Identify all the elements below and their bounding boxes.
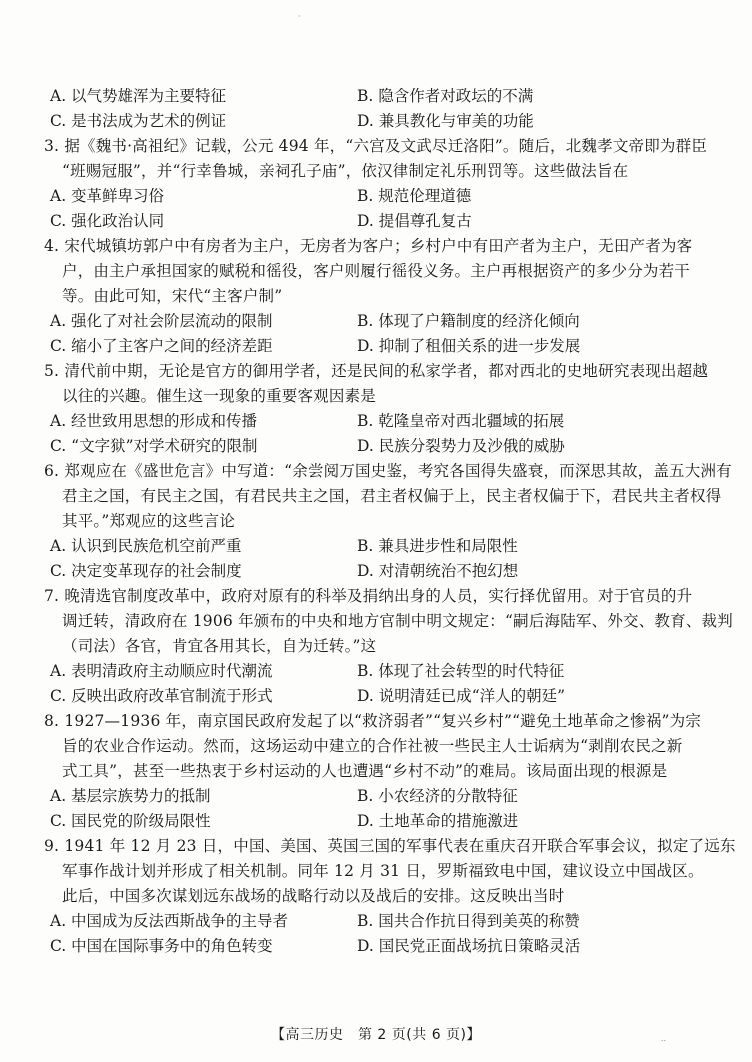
- option-row: [44, 684, 712, 709]
- option-b: B. 体现了户籍制度的经济化倾向: [357, 312, 580, 330]
- option-a: A. 表明清政府主动顺应时代潮流: [50, 662, 273, 680]
- option-c: C. “文字狱”对学术研究的限制: [50, 437, 258, 455]
- option-row: [44, 534, 712, 559]
- question-stem: 军事作战计划并形成了相关机制。同年 12 月 31 日，罗斯福致电中国，建议设立中国战区。: [62, 862, 704, 880]
- option-row: [44, 784, 712, 809]
- question-stem: （司法）各官，肯宜各用其长，自为迁转。”这: [62, 637, 377, 655]
- option-row: [44, 309, 712, 334]
- option-a: A. 中国成为反法西斯战争的主导者: [50, 912, 289, 930]
- option-b: B. 小农经济的分散特征: [357, 787, 518, 805]
- option-b: B. 乾隆皇帝对西北疆域的拓展: [357, 412, 565, 430]
- question-stem: 其平。”郑观应的这些言论: [62, 512, 236, 530]
- question-stem: 4. 宋代城镇坊郭户中有房者为主户，无房者为客户；乡村户中有田产者为主户，无田产者为客: [44, 237, 693, 255]
- option-row: [44, 209, 712, 234]
- option-a: A. 变革鲜卑习俗: [50, 187, 165, 205]
- option-d: D. 提倡尊孔复古: [357, 212, 472, 230]
- option-b: B. 体现了社会转型的时代特征: [357, 662, 565, 680]
- option-c: C. 缩小了主客户之间的经济差距: [50, 337, 273, 355]
- option-row: [44, 909, 712, 934]
- question-stem: 户，由主户承担国家的赋税和徭役，客户则履行徭役义务。主户再根据资产的多少分为若干: [62, 262, 691, 280]
- question-stem: 3. 据《魏书·高祖纪》记载，公元 494 年，“六宫及文武尽迁洛阳”。随后，北魏孝文帝即为群臣: [44, 137, 708, 155]
- question-7: [44, 584, 733, 709]
- question-stem: 6. 郑观应在《盛世危言》中写道：“余尝阅万国史鉴，考究各国得失盛衰，而深思其故，盖五大洲有: [44, 462, 732, 480]
- option-row: [44, 934, 712, 959]
- scan-dot: ·: [298, 12, 301, 21]
- option-d: D. 对清朝统治不抱幻想: [357, 562, 519, 580]
- option-c: C. 决定变革现存的社会制度: [50, 562, 242, 580]
- option-row: [44, 184, 712, 209]
- question-list: [44, 84, 736, 959]
- scan-mark: ..: [660, 1034, 666, 1043]
- question-stem: 7. 晚清选官制度改革中，政府对原有的科举及捐纳出身的人员，实行择优留用。对于官员的升: [44, 587, 693, 605]
- option-d: D. 说明清廷已成“洋人的朝廷”: [357, 687, 566, 705]
- option-c: C. 反映出政府改革官制流于形式: [50, 687, 273, 705]
- option-row: [44, 109, 712, 134]
- question-stem: 调迁转，清政府在 1906 年颁布的中央和地方官制中明文规定：“嗣后海陆军、外交、教育、裁判: [62, 612, 733, 630]
- option-row: [44, 809, 712, 834]
- option-a: A. 经世致用思想的形成和传播: [50, 412, 258, 430]
- option-c: C. 是书法成为艺术的例证: [50, 112, 227, 130]
- question-stem: 旨的农业合作运动。然而，这场运动中建立的合作社被一些民主人士诟病为“剥削农民之新: [62, 737, 683, 755]
- option-a: A. 基层宗族势力的抵制: [50, 787, 211, 805]
- question-stem: 8. 1927—1936 年，南京国民政府发起了以“救济弱者”“复兴乡村”“避免土地革命之惨祸”为宗: [44, 712, 702, 730]
- option-d: D. 国民党正面战场抗日策略灵活: [357, 937, 581, 955]
- option-d: D. 民族分裂势力及沙俄的威胁: [357, 437, 565, 455]
- option-row: [44, 334, 712, 359]
- question-stem: “班赐冠服”，并“行幸鲁城，亲祠孔子庙”，依汉律制定礼乐刑罚等。这些做法旨在: [62, 162, 629, 180]
- option-b: B. 隐含作者对政坛的不满: [357, 87, 534, 105]
- question-stem: 9. 1941 年 12 月 23 日，中国、美国、英国三国的军事代表在重庆召开联合军事会议，拟定了远东: [44, 837, 736, 855]
- option-d: D. 兼具教化与审美的功能: [357, 112, 534, 130]
- option-a: A. 认识到民族危机空前严重: [50, 537, 242, 555]
- option-a: A. 以气势雄浑为主要特征: [50, 87, 227, 105]
- option-b: B. 规范伦理道德: [357, 187, 472, 205]
- option-row: [44, 559, 712, 584]
- page-footer: 【高三历史 第 2 页(共 6 页)】: [270, 1027, 482, 1043]
- question-2-options: [44, 84, 712, 134]
- question-4: [44, 234, 712, 359]
- question-3: [44, 134, 712, 234]
- question-stem: 君主之国，有民主之国，有君民共主之国，君主者权偏于上，民主者权偏于下，君民共主者权得: [62, 487, 722, 505]
- option-row: [44, 409, 712, 434]
- question-stem: 式工具”，甚至一些热衷于乡村运动的人也遭遇“乡村不动”的难局。该局面出现的根源是: [62, 762, 668, 780]
- option-d: D. 土地革命的措施激进: [357, 812, 519, 830]
- option-c: C. 强化政治认同: [50, 212, 165, 230]
- option-row: [44, 659, 712, 684]
- option-d: D. 抑制了租佃关系的进一步发展: [357, 337, 581, 355]
- question-6: [44, 459, 732, 584]
- option-c: C. 国民党的阶级局限性: [50, 812, 211, 830]
- question-stem: 5. 清代前中期，无论是官方的御用学者，还是民间的私家学者，都对西北的史地研究表现出超越: [44, 362, 709, 380]
- option-row: [44, 434, 712, 459]
- option-row: [44, 84, 712, 109]
- option-c: C. 中国在国际事务中的角色转变: [50, 937, 273, 955]
- question-8: [44, 709, 712, 834]
- option-b: B. 兼具进步性和局限性: [357, 537, 518, 555]
- question-stem: 以往的兴趣。催生这一现象的重要客观因素是: [62, 387, 377, 405]
- question-stem: 此后，中国多次谋划远东战场的战略行动以及战后的安排。这反映出当时: [62, 887, 565, 905]
- question-9: [44, 834, 736, 959]
- question-stem: 等。由此可知，宋代“主客户制”: [62, 287, 283, 305]
- question-5: [44, 359, 712, 459]
- option-b: B. 国共合作抗日得到美英的称赞: [357, 912, 580, 930]
- option-a: A. 强化了对社会阶层流动的限制: [50, 312, 273, 330]
